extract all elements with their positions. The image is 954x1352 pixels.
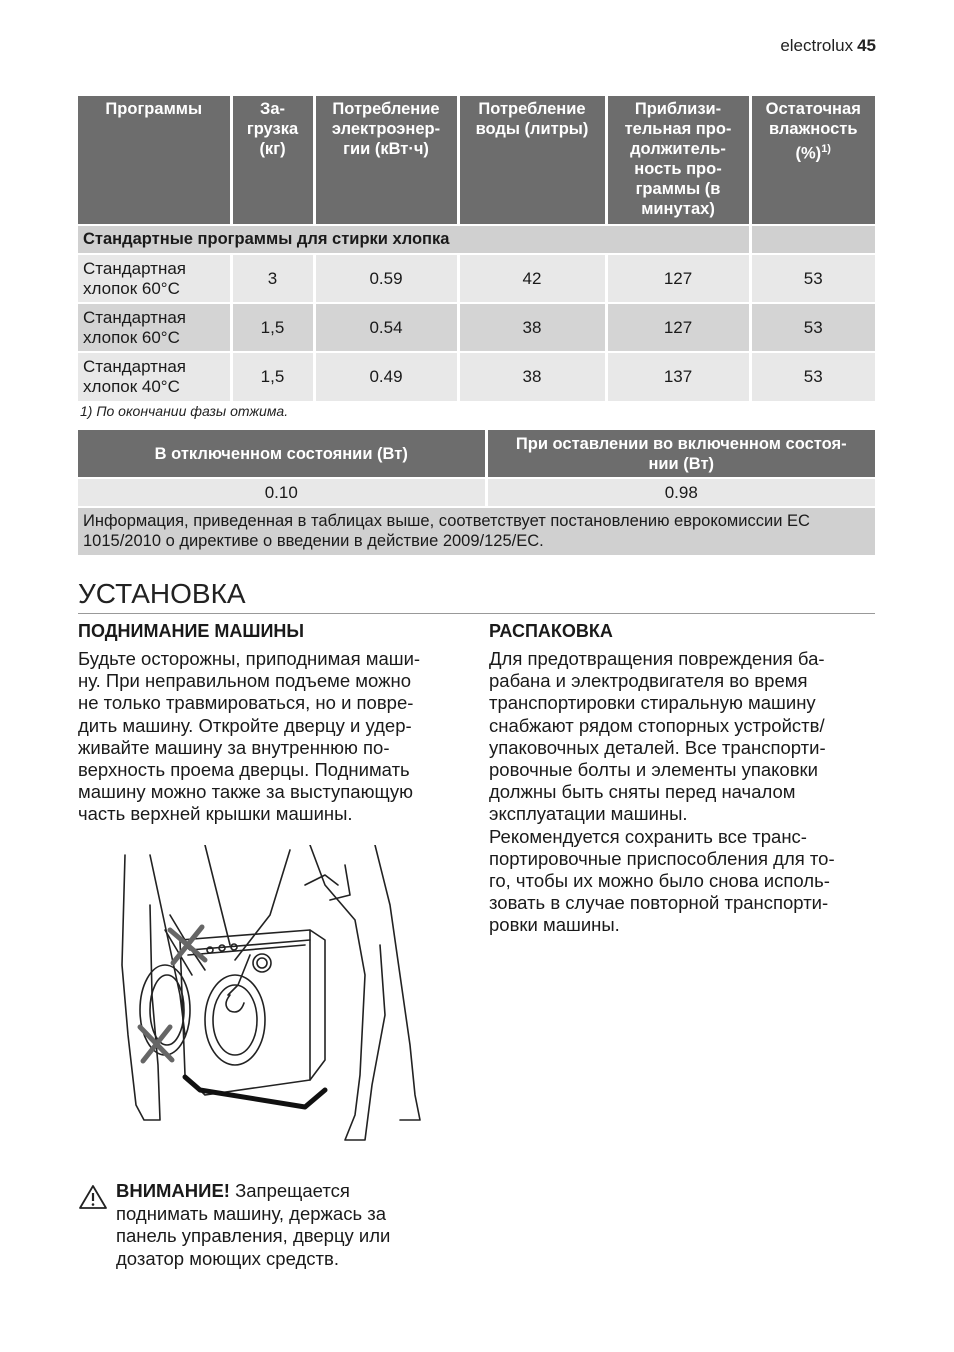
lifting-text: Будьте осторожны, приподнимая маши- ну. При неправильном подъеме можно не только травмироваться, но и повре- дить машину. Откройте дверцу и удер- живайте машину за внутреннюю по- верхность проема дверцы. Поднимать машину можно также за выступающую часть верхней крышки машины. [78, 648, 421, 825]
lifting-section [78, 620, 463, 826]
table-cell: 53 [750, 254, 875, 303]
section-label: Стандартные программы для стирки хлопка [78, 225, 750, 254]
table-cell: Стандартная хлопок 60°C [78, 254, 231, 303]
header-humidity: Остаточная влажность (%)$^{1)}$ [750, 96, 875, 225]
table-row [78, 352, 875, 401]
header-load: За- грузка (кг) [231, 96, 314, 225]
lifting-machine-illustration [110, 845, 430, 1170]
warning-block [78, 1180, 458, 1270]
on-state-value: 0.98 [486, 478, 875, 507]
table-section-row [78, 225, 875, 254]
off-state-value: 0.10 [78, 478, 486, 507]
unpacking-text: Для предотвращения повреждения ба- рабана и электродвигателя во время транспортировки стиральную машину снабжают рядом стопорных устройств/ упаковочных деталей. Все транспорти- ровочные болты и элементы упаковки должны быть сняты перед началом эксплуатации машины. Рекомендуется сохранить все транс- портировочные приспособления для то- го, чтобы их можно было снова исполь- зовать в случае повторной транспорти- ровки машины. [489, 648, 835, 936]
regulation-info: Информация, приведенная в таблицах выше, соответствует постановлению еврокомиссии ЕС 1015/2010 о директиве о введении в действие 2009/125/ЕС. [78, 507, 875, 555]
table-row [78, 303, 875, 352]
table-cell: 53 [750, 352, 875, 401]
warning-body: Запрещается поднимать машину, держась за панель управления, дверцу или дозатор моющих средств. [116, 1180, 391, 1269]
table-cell: 38 [458, 352, 606, 401]
table-cell: 0.54 [314, 303, 458, 352]
section-title: УСТАНОВКА [78, 577, 875, 614]
table-cell: 53 [750, 303, 875, 352]
table-footnote: 1) По окончании фазы отжима. [80, 403, 289, 419]
table-cell: 3 [231, 254, 314, 303]
table-cell: 127 [606, 303, 750, 352]
table-row [78, 254, 875, 303]
header-water: Потребление воды (литры) [458, 96, 606, 225]
warning-label: ВНИМАНИЕ! [116, 1180, 230, 1201]
table-cell: Стандартная хлопок 60°C [78, 303, 231, 352]
table-cell: 1,5 [231, 303, 314, 352]
table-cell: Стандартная хлопок 40°C [78, 352, 231, 401]
table-header-row [78, 96, 875, 225]
lifting-heading: ПОДНИМАНИЕ МАШИНЫ [78, 621, 305, 641]
section-blank-cell [750, 225, 875, 254]
unpacking-heading: РАСПАКОВКА [489, 621, 613, 641]
table-cell: 42 [458, 254, 606, 303]
table-cell: 38 [458, 303, 606, 352]
brand-name: electrolux [780, 36, 854, 55]
page-header [780, 36, 876, 56]
power-table [78, 430, 875, 555]
warning-text [116, 1180, 458, 1270]
header-duration: Приблизи- тельная про- должитель- ность про- граммы (в минутах) [606, 96, 750, 225]
table-cell: 1,5 [231, 352, 314, 401]
header-on-state: При оставлении во включенном состоя- нии (Вт) [486, 430, 875, 478]
unpacking-section [489, 620, 874, 937]
table-cell: 0.59 [314, 254, 458, 303]
table-cell: 137 [606, 352, 750, 401]
consumption-table [78, 96, 875, 401]
table-cell: 127 [606, 254, 750, 303]
table-cell: 0.49 [314, 352, 458, 401]
footnote-marker: 1) [821, 143, 831, 155]
header-energy: Потребление электроэнер- гии (кВт·ч) [314, 96, 458, 225]
warning-icon [78, 1184, 108, 1210]
header-off-state: В отключенном состоянии (Вт) [78, 430, 486, 478]
page-number: 45 [857, 36, 876, 55]
header-program: Программы [78, 96, 231, 225]
